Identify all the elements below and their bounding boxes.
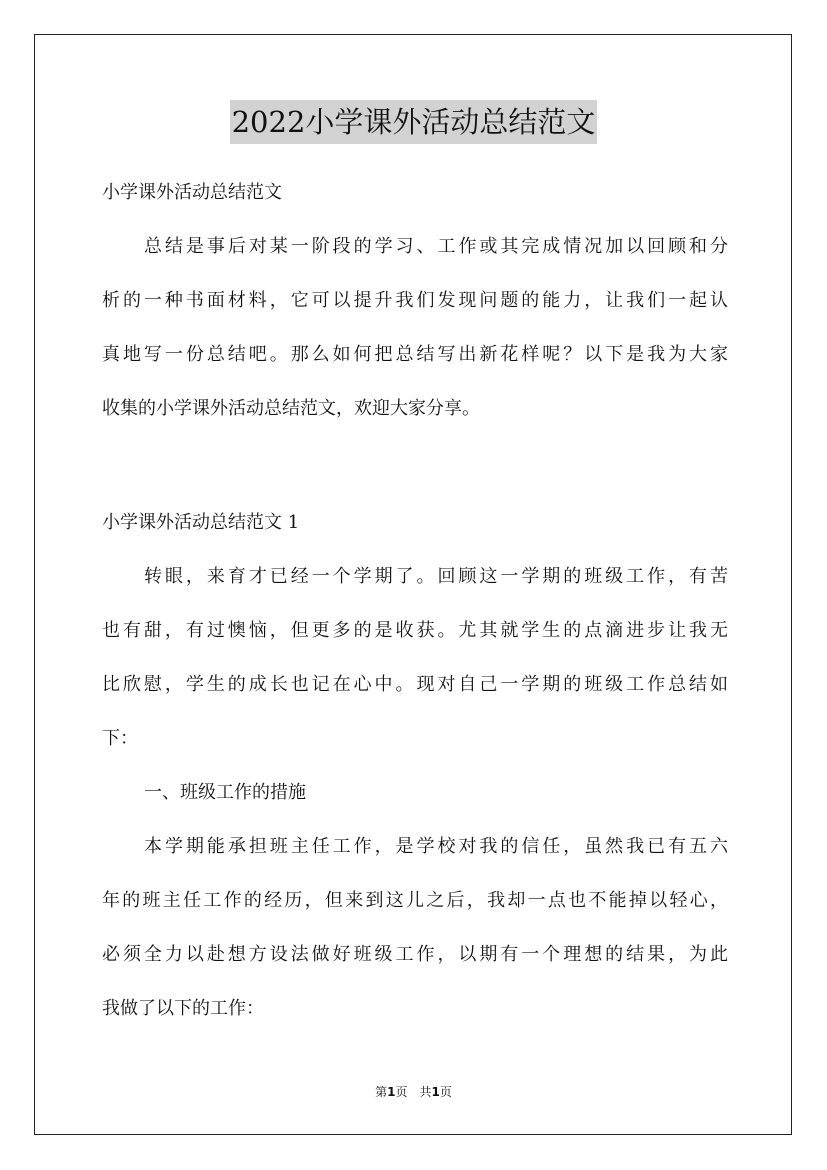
paragraph-line: 必须全力以赴想方设法做好班级工作，以期有一个理想的结果，为此 [102,944,728,965]
intro-line: 析的一种书面材料，它可以提升我们发现问题的能力，让我们一起认 [102,290,728,311]
paragraph-line: 下： [102,728,138,749]
paragraph-line: 转眼，来育才已经一个学期了。回顾这一学期的班级工作，有苦 [144,566,728,587]
paragraph-line: 年的班主任工作的经历，但来到这儿之后，我却一点也不能掉以轻心， [102,890,728,911]
paragraph-line: 我做了以下的工作： [102,998,264,1019]
section-heading: 小学课外活动总结范文 1 [102,512,300,533]
total-suffix: 页 [439,1085,452,1099]
page-prefix: 第 [375,1085,388,1099]
subheading: 一、班级工作的措施 [144,782,306,803]
paragraph-line: 比欣慰，学生的成长也记在心中。现对自己一学期的班级工作总结如 [102,674,728,695]
document-body [102,166,728,1036]
page-number: 1 [387,1085,396,1099]
paragraph-gap [102,436,728,496]
page-suffix: 页 [395,1085,408,1099]
intro-line: 总结是事后对某一阶段的学习、工作或其完成情况加以回顾和分 [144,236,728,257]
intro-line: 收集的小学课外活动总结范文，欢迎大家分享。 [102,398,480,419]
document-title-text: 2022小学课外活动总结范文 [230,100,598,144]
total-pages: 1 [431,1085,440,1099]
paragraph-line: 本学期能承担班主任工作，是学校对我的信任，虽然我已有五六 [144,836,728,857]
intro-line: 真地写一份总结吧。那么如何把总结写出新花样呢？以下是我为大家 [102,344,728,365]
total-prefix: 共 [419,1085,432,1099]
document-title [0,100,827,144]
page-footer [0,1082,827,1102]
document-subtitle: 小学课外活动总结范文 [102,182,282,203]
paragraph-line: 也有甜，有过懊恼，但更多的是收获。尤其就学生的点滴进步让我无 [102,620,728,641]
